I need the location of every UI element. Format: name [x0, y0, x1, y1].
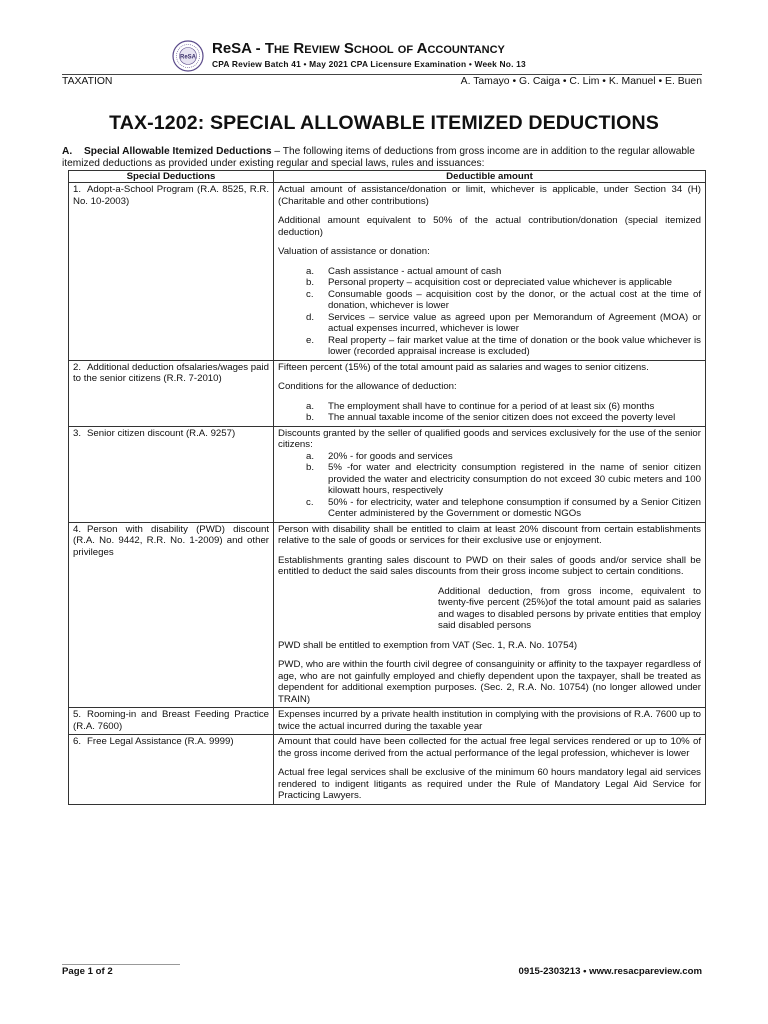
- authors-line: A. Tamayo • G. Caiga • C. Lim • K. Manuel • E. Buen: [460, 76, 702, 87]
- list-item: a. 20% - for goods and services: [306, 450, 453, 462]
- footer-contact: 0915-2303213 • www.resacpareview.com: [518, 966, 702, 977]
- section-heading: Special Allowable Itemized Deductions: [84, 146, 272, 157]
- brand-line: [212, 40, 505, 57]
- sub-list: [278, 401, 701, 424]
- list-item: b. The annual taxable income of the senior citizen does not exceed the poverty level: [306, 412, 676, 423]
- brand-school: The Review School of Accountancy: [264, 40, 505, 57]
- list-item: e. Real property – fair market value at the time of donation or the book value whichever is lower (recorded appraisal increase is excluded): [306, 334, 701, 357]
- col-header-amount: Deductible amount: [274, 171, 706, 183]
- table-header-row: [69, 171, 706, 183]
- section-intro: [62, 146, 704, 170]
- sub-list: [278, 266, 701, 358]
- table-row: [69, 522, 706, 708]
- brand-separator: -: [251, 40, 265, 57]
- resa-logo: [172, 40, 204, 72]
- list-item: b. Personal property – acquisition cost or depreciated value whichever is applicable: [306, 277, 673, 288]
- subject-label: TAXATION: [62, 76, 113, 87]
- footer-rule: [62, 964, 180, 965]
- list-item: d. Services – service value as agreed upon per Memorandum of Agreement (MOA) or actual expenses incurred, whichever is lower: [306, 311, 701, 334]
- row-detail: Fifteen percent (15%) of the total amount paid as salaries and wages to senior citizens. Conditions for the allowance of deduction: a. The employment shall have to continue for a period of at least six (6) months b. The annual taxable income of the senior citizen does not exceed the poverty level: [274, 360, 706, 426]
- sub-list: [278, 451, 701, 520]
- row-label: 2. Additional deduction ofsalaries/wages paid to the senior citizens (R.R. 7-2010): [69, 360, 274, 426]
- deductions-table: [68, 170, 706, 805]
- list-item: a. The employment shall have to continue for a period of at least six (6) months: [306, 400, 655, 412]
- table-row: [69, 183, 706, 361]
- row-label: 6. Free Legal Assistance (R.A. 9999): [69, 735, 274, 805]
- table-row: [69, 708, 706, 735]
- row-detail: Amount that could have been collected for the actual free legal services rendered or up to 10% of the gross income derived from the actual performance of the legal profession, whichever is lower Actual free legal services shall be exclusive of the minimum 60 hours mandatory legal aid services rendered to indigent litigants as required under the Rule of Mandatory Legal Aid Service for Practicing Lawyers.: [274, 735, 706, 805]
- header-rule: [62, 74, 702, 75]
- document-title: TAX-1202: SPECIAL ALLOWABLE ITEMIZED DEDUCTIONS: [109, 112, 659, 134]
- brand-name: ReSA: [212, 40, 252, 57]
- page-number: Page 1 of 2: [62, 966, 113, 977]
- logo-text: ReSA: [179, 54, 197, 61]
- row-label: 5. Rooming-in and Breast Feeding Practice (R.A. 7600): [69, 708, 274, 735]
- list-item: a. Cash assistance - actual amount of cash: [306, 265, 502, 277]
- list-item: c. 50% - for electricity, water and telephone consumption if consumed by a Senior Citizen Center administered by the Government or domestic NGOs: [306, 496, 701, 519]
- list-item: b. 5% -for water and electricity consumption registered in the name of senior citizen provided the water and electricity consumption do not exceed 30 cubic meters and 100 kilowatt hours, respectively: [306, 462, 701, 496]
- row-label: 3. Senior citizen discount (R.A. 9257): [69, 426, 274, 522]
- row-detail: Person with disability shall be entitled to claim at least 20% discount from certain establishments relative to the sale of goods or services for their exclusive use or enjoyment. Establishments granting sales discount to PWD on their sales of goods and/or service shall be entitled to deduct the said sales discounts from their gross income subject to certain conditions. Additional deduction, from gross income, equivalent to twenty-five percent (25%)of the total amount paid as salaries and wages to disabled persons by private entities that employ said disabled persons PWD shall be entitled to exemption from VAT (Sec. 1, R.A. No. 10754) PWD, who are within the fourth civil degree of consanguinity or affinity to the taxpayer regardless of age, who are not gainfully employed and chiefly dependent upon the taxpayer, shall be treated as dependent for additional exemption purposes. (Sec. 2, R.A. No. 10754) (no longer allowed under TRAIN): [274, 522, 706, 708]
- section-letter: A.: [62, 146, 73, 157]
- col-header-special: Special Deductions: [69, 171, 274, 183]
- section-text: – The following items of deductions from gross income are in addition to the regular allowable itemized deductions as provided under existing regular and special laws, rules and issuances:: [62, 146, 695, 169]
- row-label: 1. Adopt-a-School Program (R.A. 8525, R.R. No. 10-2003): [69, 183, 274, 361]
- row-detail: Discounts granted by the seller of qualified goods and services exclusively for the use of the senior citizens: a. 20% - for goods and services b. 5% -for water and electricity consumption registered in the name of senior citizen provided the water and electricity consumption do not exceed 30 cubic meters and 100 kilowatt hours, respectively c. 50% - for electricity, water and telephone consumption if consumed by a Senior Citizen Center administered by the Government or domestic NGOs: [274, 426, 706, 522]
- list-item: c. Consumable goods – acquisition cost by the donor, or the actual cost at the time of donation, whichever is lower: [306, 288, 701, 311]
- table-row: [69, 360, 706, 426]
- table-row: [69, 426, 706, 522]
- row-label: 4. Person with disability (PWD) discount (R.A. No. 9442, R.R. No. 1-2009) and other privileges: [69, 522, 274, 708]
- batch-line: CPA Review Batch 41 • May 2021 CPA Licensure Examination • Week No. 13: [212, 59, 526, 69]
- row-detail: Actual amount of assistance/donation or limit, whichever is applicable, under Section 34 (H) (Charitable and other contributions) Additional amount equivalent to 50% of the actual contribution/donation (special itemized deduction) Valuation of assistance or donation: a. Cash assistance - actual amount of cash b. Personal property – acquisition cost or depreciated value whichever is applicable c. Consumable goods – acquisition cost by the donor, or the actual cost at the time of donation, whichever is lower d. Services – service value as agreed upon per Memorandum of Agreement (MOA) or actual expenses incurred, whichever is lower e. Real property – fair market value at the time of donation or the book value whichever is lower (recorded appraisal increase is excluded): [274, 183, 706, 361]
- row-detail: Expenses incurred by a private health institution in complying with the provisions of R.A. 7600 up to twice the actual incurred during the taxable year: [274, 708, 706, 735]
- table-row: [69, 735, 706, 805]
